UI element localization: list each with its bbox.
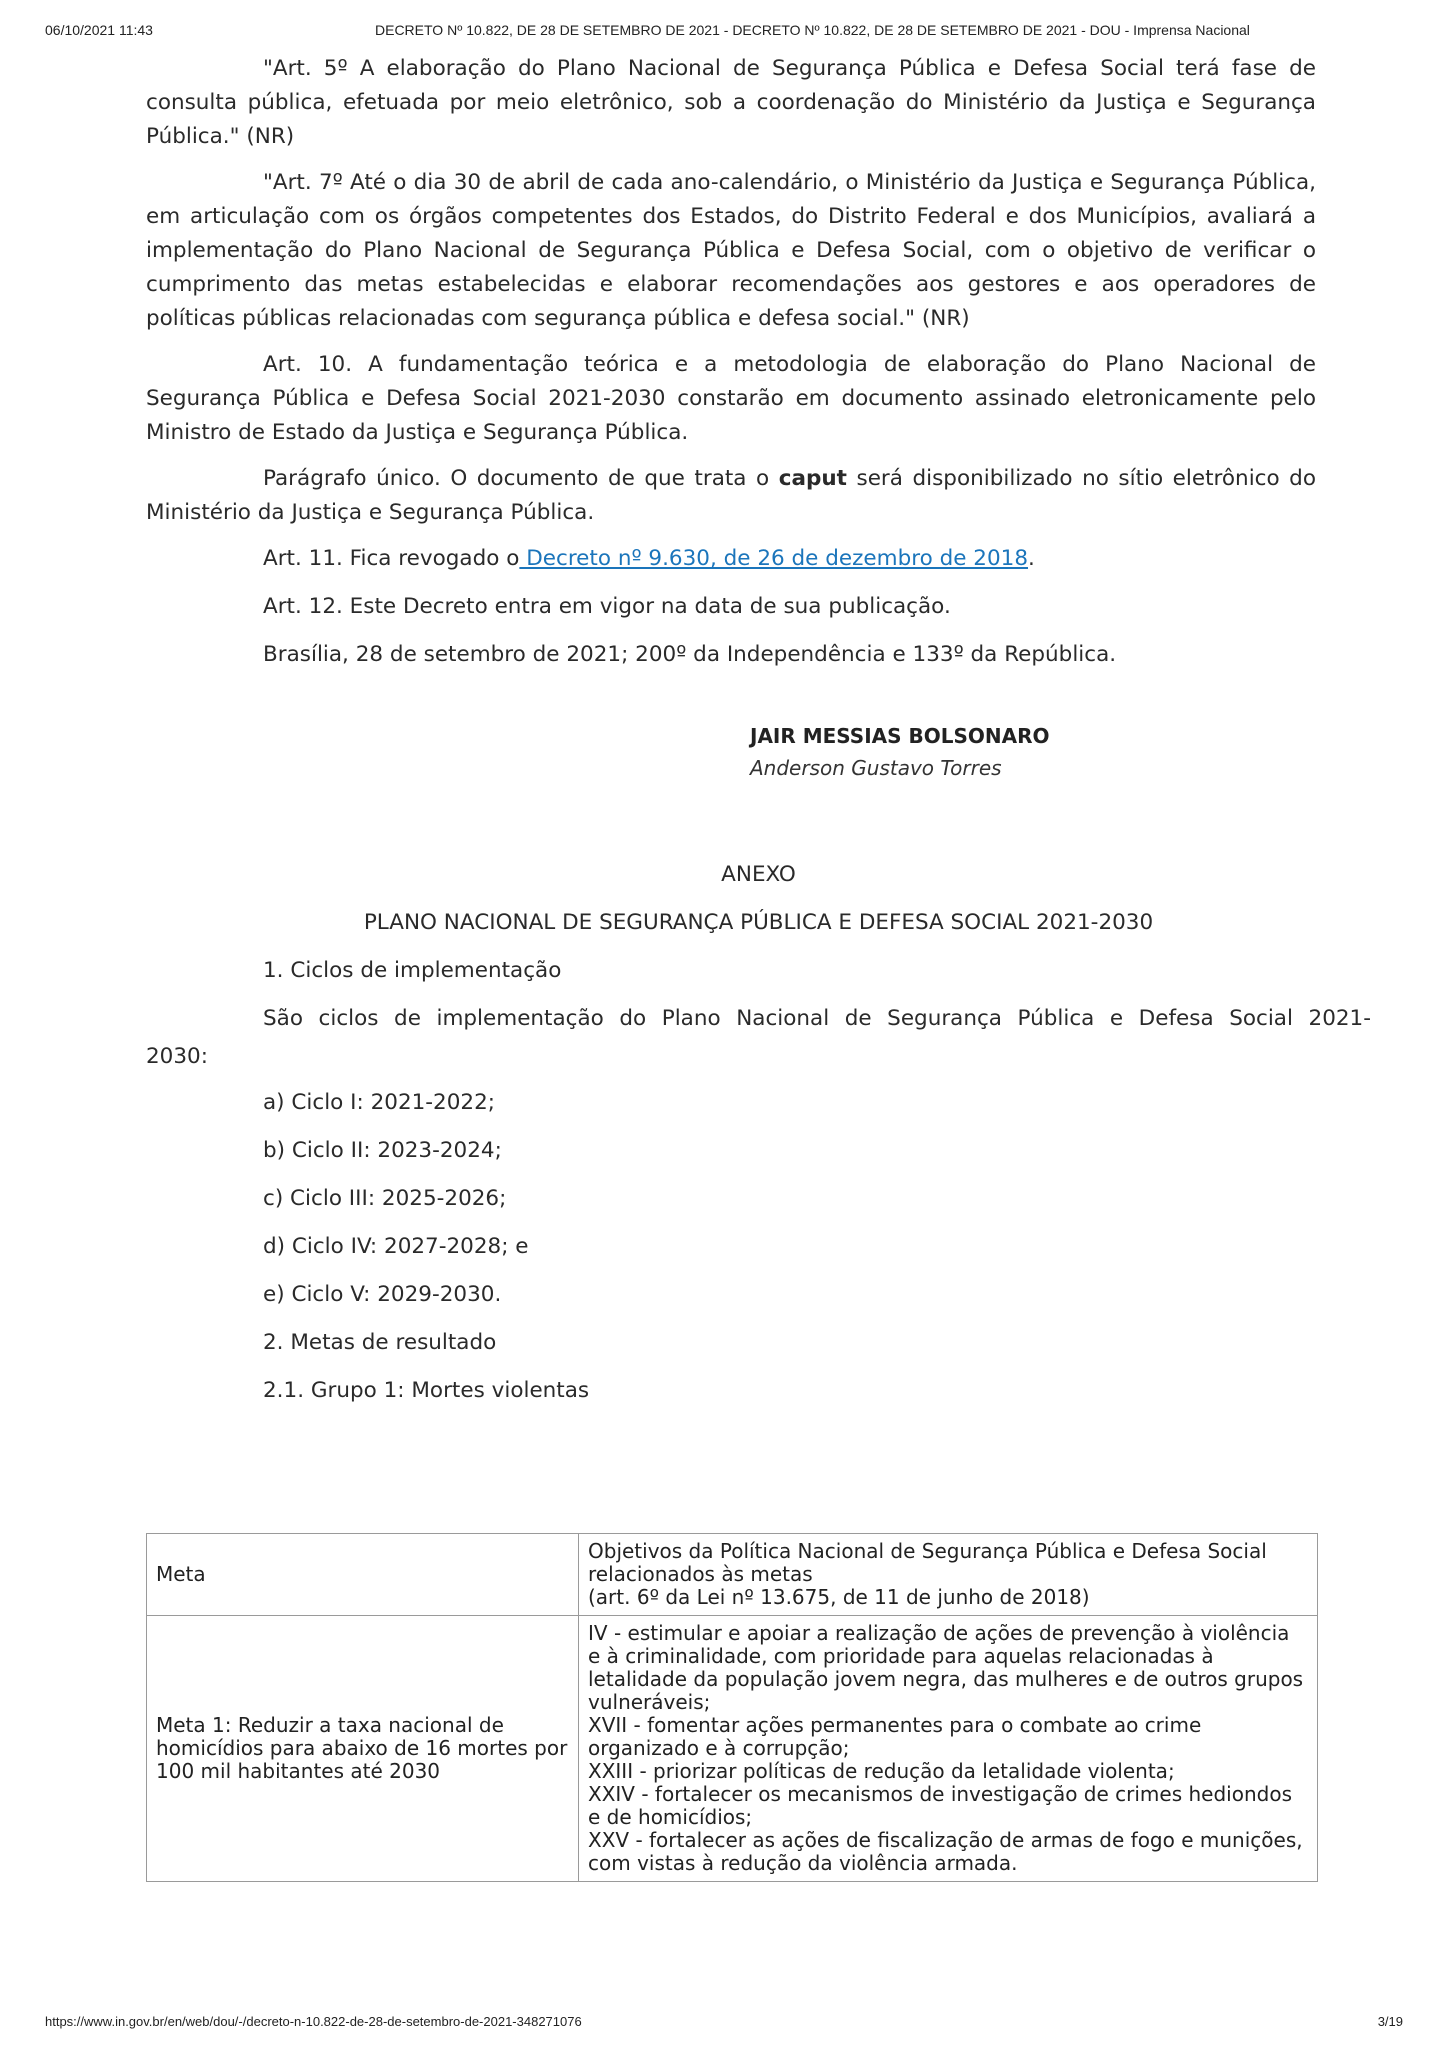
objetivos-cell [579,1616,1318,1882]
objetivo-item: XVII - fomentar ações permanentes para o combate ao crime organizado e à corrupção; [588,1713,1202,1760]
art5-paragraph: "Art. 5º A elaboração do Plano Nacional de Segurança Pública e Defesa Social terá fase de consulta pública, efetuada por meio eletrônico, sob a coordenação do Ministério da Justiça e Segurança Pública." (NR) [146,56,1316,149]
annex-subtitle: PLANO NACIONAL DE SEGURANÇA PÚBLICA E DEFESA SOCIAL 2021-2030 [363,910,1154,935]
paragrafo-text-pre: Parágrafo único. O documento de que trata o [263,466,779,491]
ciclo-item: b) Ciclo II: 2023-2024; [263,1138,502,1163]
meta1-cell: Meta 1: Reduzir a taxa nacional de homicídios para abaixo de 16 mortes por 100 mil habitantes até 2030 [147,1616,579,1882]
signature-block [750,720,1050,784]
section-ciclos-heading: 1. Ciclos de implementação [263,958,562,983]
ciclo-item: d) Ciclo IV: 2027-2028; e [263,1234,529,1259]
brasilia-date-line: Brasília, 28 de setembro de 2021; 200º da Independência e 133º da República. [263,642,1117,667]
header-objetivos-cell [579,1534,1318,1616]
decreto-9630-link[interactable]: Decreto nº 9.630, de 26 de dezembro de 2018 [519,546,1029,571]
header-objetivos-text: Objetivos da Política Nacional de Segurança Pública e Defesa Social relacionados às metas [588,1539,1267,1586]
caput-term: caput [778,466,847,491]
header-objetivos-ref: (art. 6º da Lei nº 13.675, de 11 de junho de 2018) [588,1585,1090,1609]
objetivo-item: XXIV - fortalecer os mecanismos de investigação de crimes hediondos e de homicídios; [588,1782,1292,1829]
print-date: 06/10/2021 11:43 [45,22,153,38]
ciclo-item: e) Ciclo V: 2029-2030. [263,1282,502,1307]
art10-paragraph: Art. 10. A fundamentação teórica e a metodologia de elaboração do Plano Nacional de Segurança Pública e Defesa Social 2021-2030 constarão em documento assinado eletronicamente pelo Ministro de Estado da Justiça e Segurança Pública. [146,352,1316,445]
art11-paragraph [146,542,1316,576]
print-url: https://www.in.gov.br/en/web/dou/-/decreto-n-10.822-de-28-de-setembro-de-2021-348271076 [45,2014,582,2029]
print-footer [45,2014,1403,2034]
paragrafo-text-post: será disponibilizado no sítio eletrônico do Ministério da Justiça e Segurança Pública. [146,466,1316,525]
minister-name: Anderson Gustavo Torres [750,756,1002,780]
objetivo-item: XXIII - priorizar políticas de redução da letalidade violenta; [588,1759,1175,1783]
annex-title: ANEXO [721,862,796,887]
art7-paragraph: "Art. 7º Até o dia 30 de abril de cada ano-calendário, o Ministério da Justiça e Segurança Pública, em articulação com os órgãos competentes dos Estados, do Distrito Federal e dos Municípios, avaliará a implementação do Plano Nacional de Segurança Pública e Defesa Social, com o objetivo de verificar o cumprimento das metas estabelecidas e elaborar recomendações aos gestores e aos operadores de políticas públicas relacionadas com segurança pública e defesa social." (NR) [146,170,1316,331]
objetivo-item: IV - estimular e apoiar a realização de ações de prevenção à violência e à criminalidade, com prioridade para aquelas relacionadas à letalidade da população jovem negra, das mulheres e de outros grupos vulneráveis; [588,1621,1304,1714]
table-row [147,1616,1318,1882]
table-header-row [147,1534,1318,1616]
print-header [45,22,1403,42]
metas-table [146,1533,1318,1882]
section-grupo1-heading: 2.1. Grupo 1: Mortes violentas [263,1378,590,1403]
decree-body [146,52,1316,686]
ciclos-intro-line2: 2030: [146,1044,208,1069]
annex-section [146,858,1371,1422]
art12-paragraph: Art. 12. Este Decreto entra em vigor na data de sua publicação. [263,594,951,619]
page-number: 3/19 [1377,2014,1403,2029]
art11-text: Art. 11. Fica revogado o [263,546,520,571]
section-metas-heading: 2. Metas de resultado [263,1330,497,1355]
objetivo-item: XXV - fortalecer as ações de fiscalização de armas de fogo e munições, com vistas à redução da violência armada. [588,1828,1303,1875]
print-title: DECRETO Nº 10.822, DE 28 DE SETEMBRO DE 2021 - DECRETO Nº 10.822, DE 28 DE SETEMBRO DE 2021 - DOU - Imprensa Nacional [375,22,1250,38]
ciclo-item: c) Ciclo III: 2025-2026; [263,1186,507,1211]
ciclos-intro-line1: São ciclos de implementação do Plano Nacional de Segurança Pública e Defesa Social 2021- [263,1006,1371,1031]
art11-period: . [1028,546,1035,571]
header-meta-cell: Meta [147,1534,579,1616]
ciclo-item: a) Ciclo I: 2021-2022; [263,1090,496,1115]
president-name: JAIR MESSIAS BOLSONARO [750,724,1050,748]
ciclos-intro [146,1002,1371,1086]
paragrafo-unico [146,462,1316,530]
